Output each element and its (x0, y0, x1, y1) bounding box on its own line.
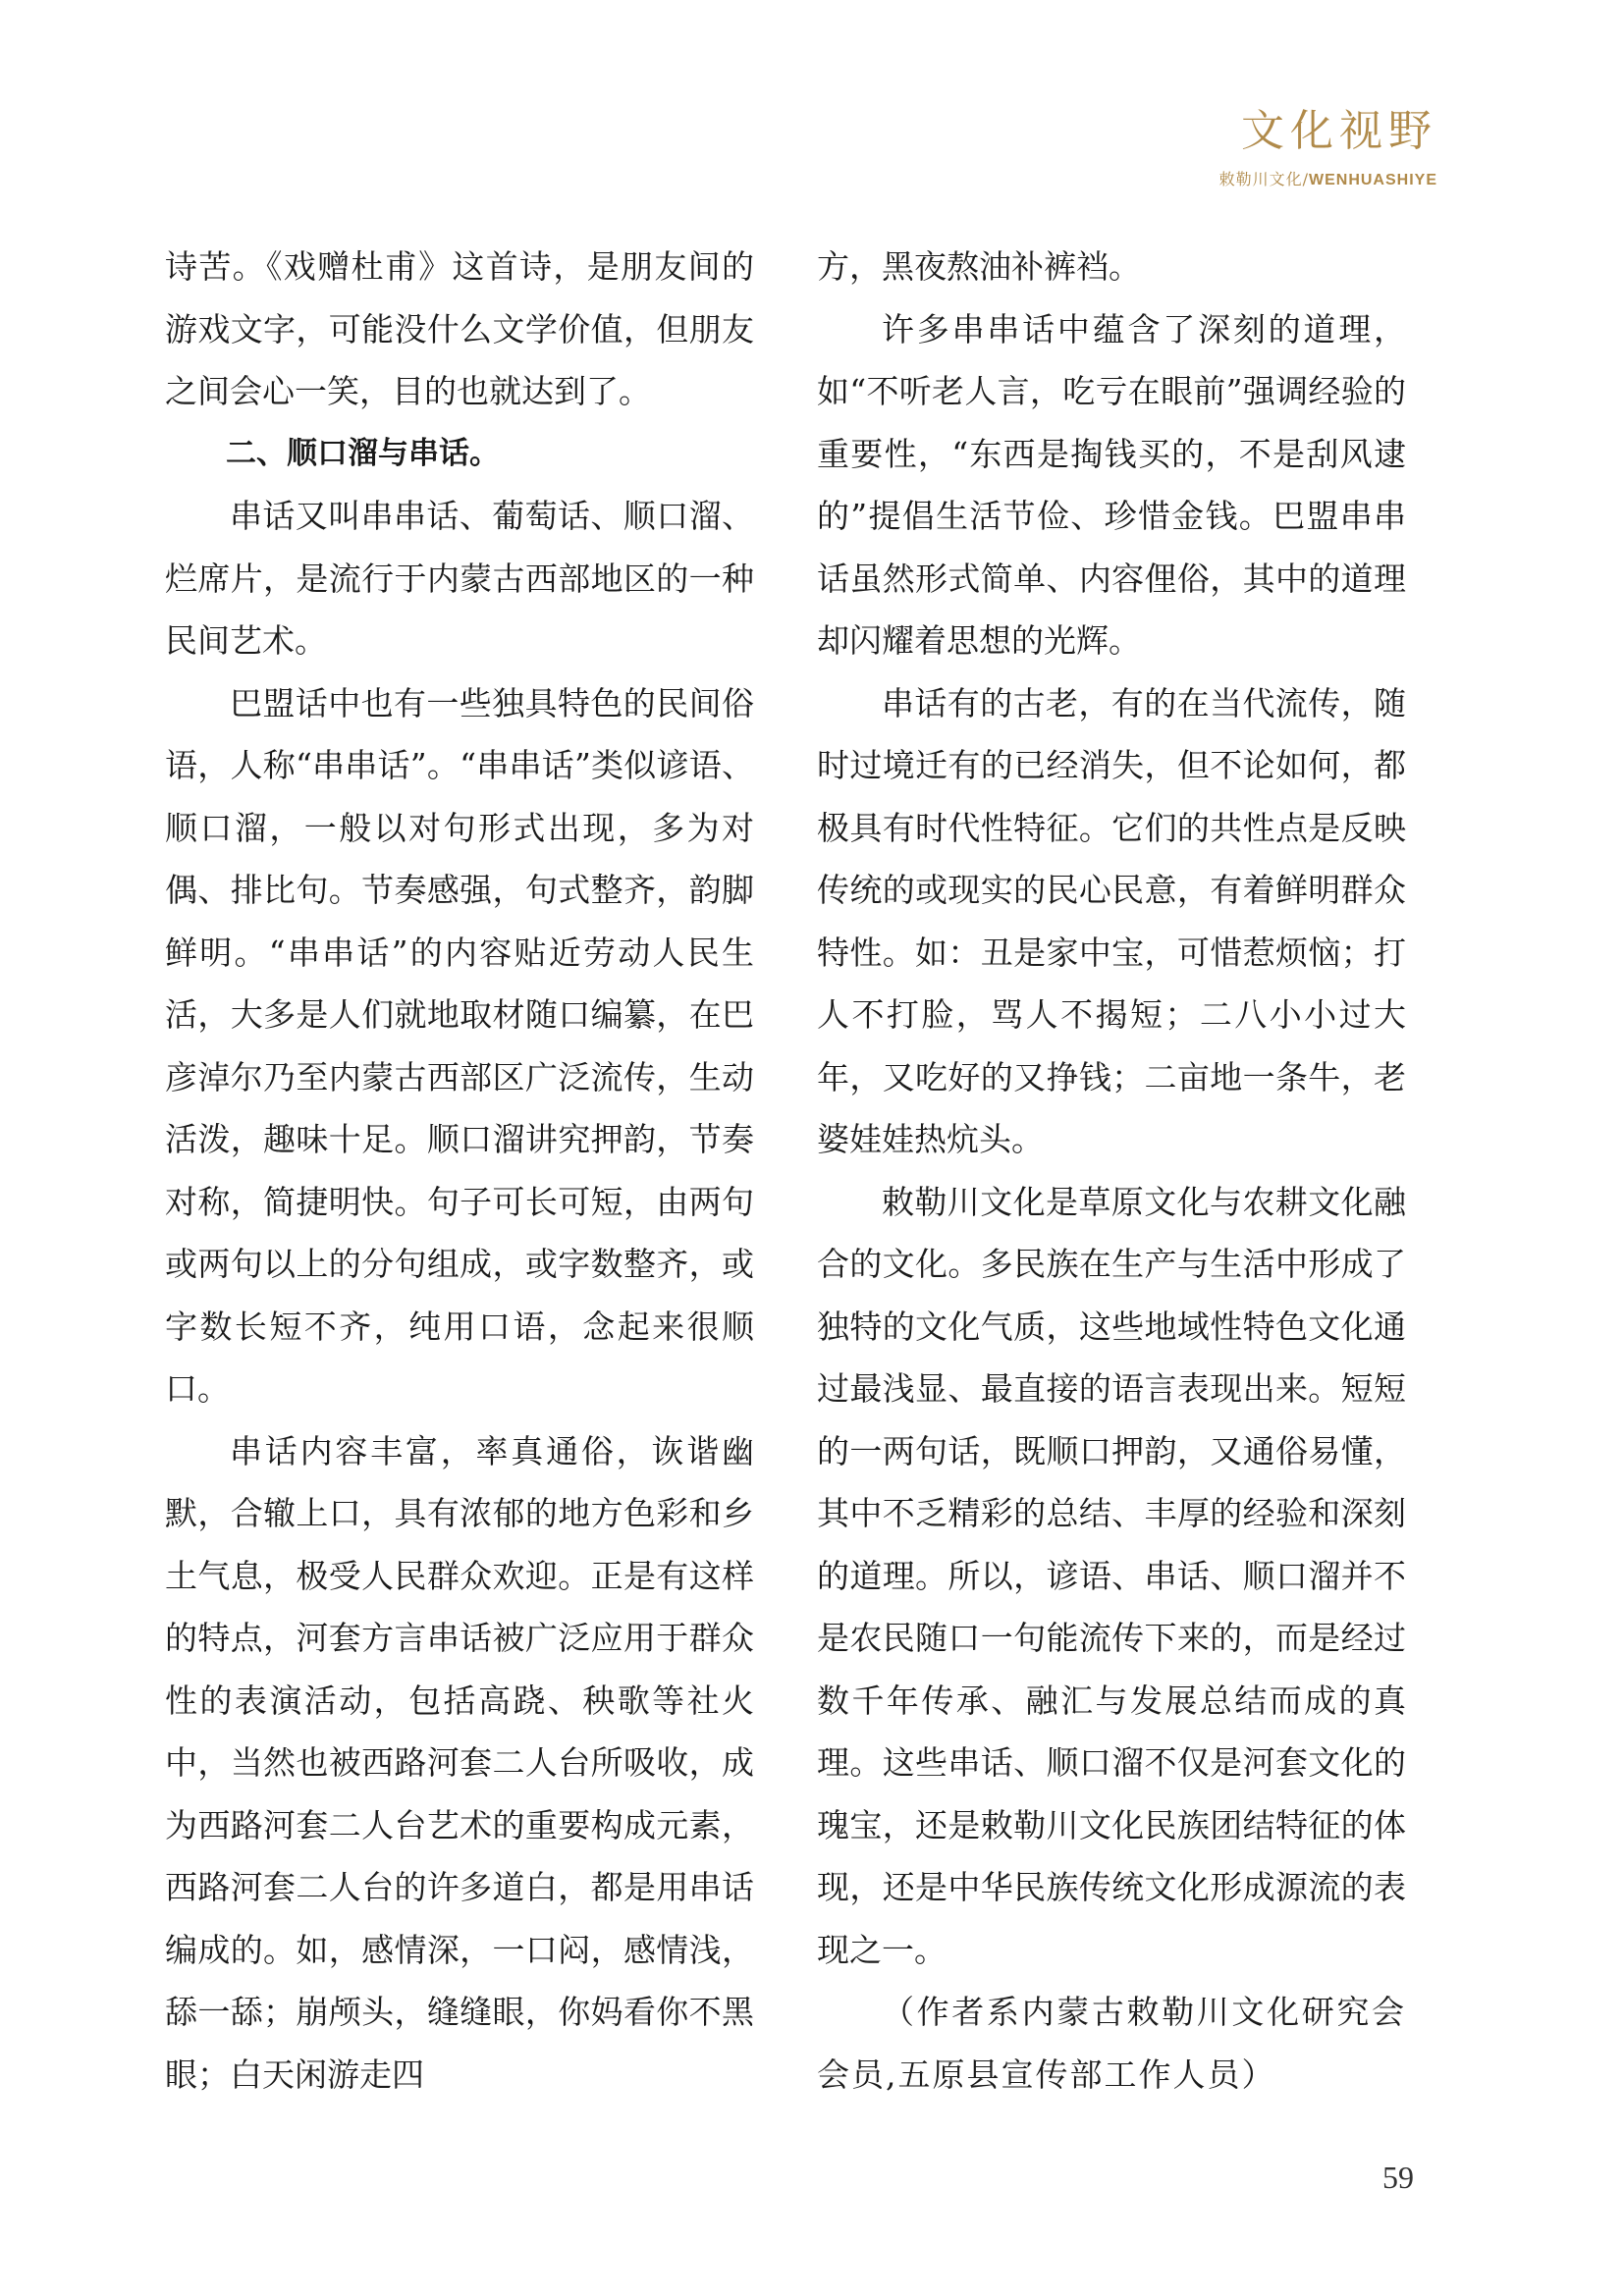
right-paragraph-2: 许多串串话中蕴含了深刻的道理，如“不听老人言，吃亏在眼前”强调经验的重要性，“东西是掏钱买的，不是刮风逮的”提倡生活节俭、珍惜金钱。巴盟串串话虽然形式简单、内容俚俗，其中的道理却闪耀着思想的光辉。 (817, 309, 1406, 660)
left-paragraph-2: 串话又叫串串话、葡萄话、顺口溜、烂席片，是流行于内蒙古西部地区的一种民间艺术。 (165, 497, 754, 660)
section-subtitle-en: WENHUASHIYE (1308, 172, 1437, 188)
author-note: （作者系内蒙古敕勒川文化研究会会员,五原县宣传部工作人员） (817, 1993, 1406, 2094)
page-number: 59 (1382, 2160, 1414, 2195)
right-paragraph-1: 方，黑夜熬油补裤裆。 (817, 247, 1141, 286)
left-paragraph-3: 巴盟话中也有一些独具特色的民间俗语，人称“串串话”。“串串话”类似谚语、顺口溜，一般以对句形式出现，多为对偶、排比句。节奏感强，句式整齐，韵脚鲜明。“串串话”的内容贴近劳动人民生活，大多是人们就地取材随口编纂，在巴彦淖尔乃至内蒙古西部区广泛流传，生动活泼，趣味十足。顺口溜讲究押韵，节奏对称，简捷明快。句子可长可短，由两句或两句以上的分句组成，或字数整齐，或字数长短不齐，纯用口语，念起来很顺口。 (165, 683, 754, 1408)
left-paragraph-4: 串话内容丰富，率真通俗，诙谐幽默，合辙上口，具有浓郁的地方色彩和乡土气息，极受人民群众欢迎。正是有这样的特点，河套方言串话被广泛应用于群众性的表演活动，包括高跷、秧歌等社火中，当然也被西路河套二人台所吸收，成为西路河套二人台艺术的重要构成元素，西路河套二人台的许多道白，都是用串话编成的。如，感情深，一口闷，感情浅，舔一舔；崩颅头，缝缝眼，你妈看你不黑眼；白天闲游走四 (165, 1431, 754, 2094)
section-title: 文化视野 (1241, 106, 1437, 156)
right-column (817, 236, 1406, 2106)
left-column (165, 236, 754, 2106)
right-paragraph-3: 串话有的古老，有的在当代流传，随时过境迁有的已经消失，但不论如何，都极具有时代性特征。它们的共性点是反映传统的或现实的民心民意，有着鲜明群众特性。如：丑是家中宝，可惜惹烦恼；打人不打脸，骂人不揭短；二八小小过大年，又吃好的又挣钱；二亩地一条牛，老婆娃娃热炕头。 (817, 683, 1406, 1158)
left-paragraph-1: 诗苦。《戏赠杜甫》这首诗，是朋友间的游戏文字，可能没什么文学价值，但朋友之间会心一笑，目的也就达到了。 (165, 247, 754, 410)
page-header (1218, 106, 1437, 189)
section-heading: 二、顺口溜与串话。 (226, 435, 500, 471)
right-paragraph-4: 敕勒川文化是草原文化与农耕文化融合的文化。多民族在生产与生活中形成了独特的文化气质，这些地域性特色文化通过最浅显、最直接的语言表现出来。短短的一两句话，既顺口押韵，又通俗易懂，其中不乏精彩的总结、丰厚的经验和深刻的道理。所以，谚语、串话、顺口溜并不是农民随口一句能流传下来的，而是经过数千年传承、融汇与发展总结而成的真理。这些串话、顺口溜不仅是河套文化的瑰宝，还是敕勒川文化民族团结特征的体现，还是中华民族传统文化形成源流的表现之一。 (817, 1182, 1406, 1969)
section-subtitle-cn: 敕勒川文化/ (1218, 170, 1309, 188)
section-subtitle (1219, 167, 1437, 189)
